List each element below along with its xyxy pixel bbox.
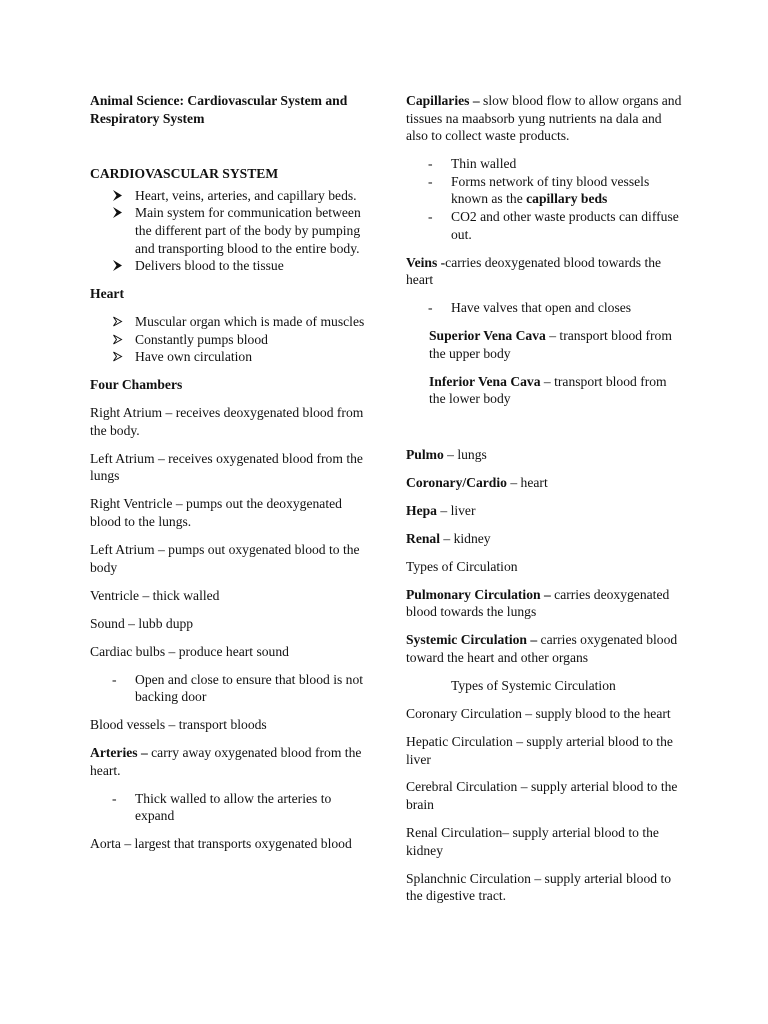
inferior-vena-cava-text: Inferior Vena Cava – transport blood from the lower body (429, 373, 667, 407)
arteries-text: Arteries – carry away oxygenated blood from the heart. (90, 745, 362, 778)
splanchnic-circulation-text: Splanchnic Circulation – supply arterial blood to the digestive tract. (406, 870, 672, 904)
list-item: - Open and close to ensure that blood is not backing door (112, 671, 364, 705)
renal-text: Renal – kidney (406, 530, 491, 546)
coronary-circulation-text: Coronary Circulation – supply blood to the heart (406, 705, 671, 721)
list-item: Constantly pumps blood (90, 331, 365, 349)
list-item: Muscular organ which is made of muscles (90, 313, 365, 331)
coronary-cardio-text: Coronary/Cardio – heart (406, 474, 548, 490)
heart-heading: Heart (90, 286, 124, 302)
list-item: Main system for communication between the different part of the body by pumping and transporting blood to the entire body. (90, 204, 365, 257)
cerebral-circulation-text: Cerebral Circulation – supply arterial blood to the brain (406, 779, 678, 813)
list-item: - Thin walled (428, 156, 517, 172)
hepa-text: Hepa – liver (406, 502, 476, 518)
pulmo-text: Pulmo – lungs (406, 446, 487, 462)
list-item: - Thick walled to allow the arteries to expand (112, 790, 332, 824)
capillaries-dash-list (406, 155, 686, 243)
list-item: Heart, veins, arteries, and capillary beds. (90, 187, 365, 205)
arteries-dash-list (90, 790, 365, 825)
right-ventricle-text: Right Ventricle – pumps out the deoxygenated blood to the lungs. (90, 496, 342, 530)
list-item: - Forms network of tiny blood vessels known as the capillary beds (428, 173, 650, 207)
veins-text: Veins -carries deoxygenated blood towards the heart (406, 254, 662, 288)
blood-vessels-text: Blood vessels – transport bloods (90, 717, 267, 733)
aorta-text: Aorta – largest that transports oxygenated blood (90, 836, 352, 852)
right-column (406, 84, 686, 905)
dash-bullet: - (428, 156, 433, 172)
cardio-heading: CARDIOVASCULAR SYSTEM (90, 166, 279, 182)
arrowhead-bullet-icon (112, 204, 123, 222)
left-atrium-pump-text: Left Atrium – pumps out oxygenated blood to the body (90, 542, 360, 575)
types-of-circulation-text: Types of Circulation (406, 558, 518, 574)
arrowhead-bullet-icon (112, 187, 123, 205)
left-atrium-text: Left Atrium – receives oxygenated blood from the lungs (90, 450, 363, 484)
cardiac-bulbs-text: Cardiac bulbs – produce heart sound (90, 643, 289, 659)
cardio-bullet-list (90, 187, 365, 275)
pulmonary-circulation-text: Pulmonary Circulation – carries deoxygenated blood towards the lungs (406, 586, 670, 620)
arrowhead-bullet-icon (112, 257, 123, 275)
systemic-circulation-text: Systemic Circulation – carries oxygenated blood toward the heart and other organs (406, 632, 678, 665)
chambers-heading: Four Chambers (90, 377, 183, 393)
dash-bullet: - (112, 671, 117, 687)
types-of-systemic-circulation-text: Types of Systemic Circulation (451, 677, 616, 693)
veins-dash-list (406, 299, 686, 317)
list-item: Delivers blood to the tissue (90, 257, 365, 275)
dash-bullet: - (112, 790, 117, 806)
list-item: - CO2 and other waste products can diffuse out. (428, 208, 679, 242)
left-column (90, 84, 365, 853)
heart-bullet-list (90, 313, 365, 366)
renal-circulation-text: Renal Circulation– supply arterial blood to the kidney (406, 825, 659, 858)
dash-bullet: - (428, 208, 433, 224)
document-title: Animal Science: Cardiovascular System and Respiratory System (90, 93, 348, 126)
outline-arrow-bullet-icon (112, 313, 123, 331)
sound-text: Sound – lubb dupp (90, 615, 194, 631)
list-item: Have own circulation (90, 348, 365, 366)
list-item: - Have valves that open and closes (428, 300, 632, 316)
bulbs-dash-list (90, 671, 365, 706)
right-atrium-text: Right Atrium – receives deoxygenated blood from the body. (90, 405, 364, 438)
ventricle-text: Ventricle – thick walled (90, 587, 220, 603)
capillaries-text: Capillaries – slow blood flow to allow organs and tissues na maabsorb yung nutrients na dala and also to collect waste products. (406, 93, 682, 144)
hepatic-circulation-text: Hepatic Circulation – supply arterial blood to the liver (406, 733, 673, 767)
dash-bullet: - (428, 173, 433, 189)
dash-bullet: - (428, 300, 433, 316)
outline-arrow-bullet-icon (112, 348, 123, 366)
outline-arrow-bullet-icon (112, 331, 123, 349)
superior-vena-cava-text: Superior Vena Cava – transport blood from the upper body (429, 328, 672, 361)
